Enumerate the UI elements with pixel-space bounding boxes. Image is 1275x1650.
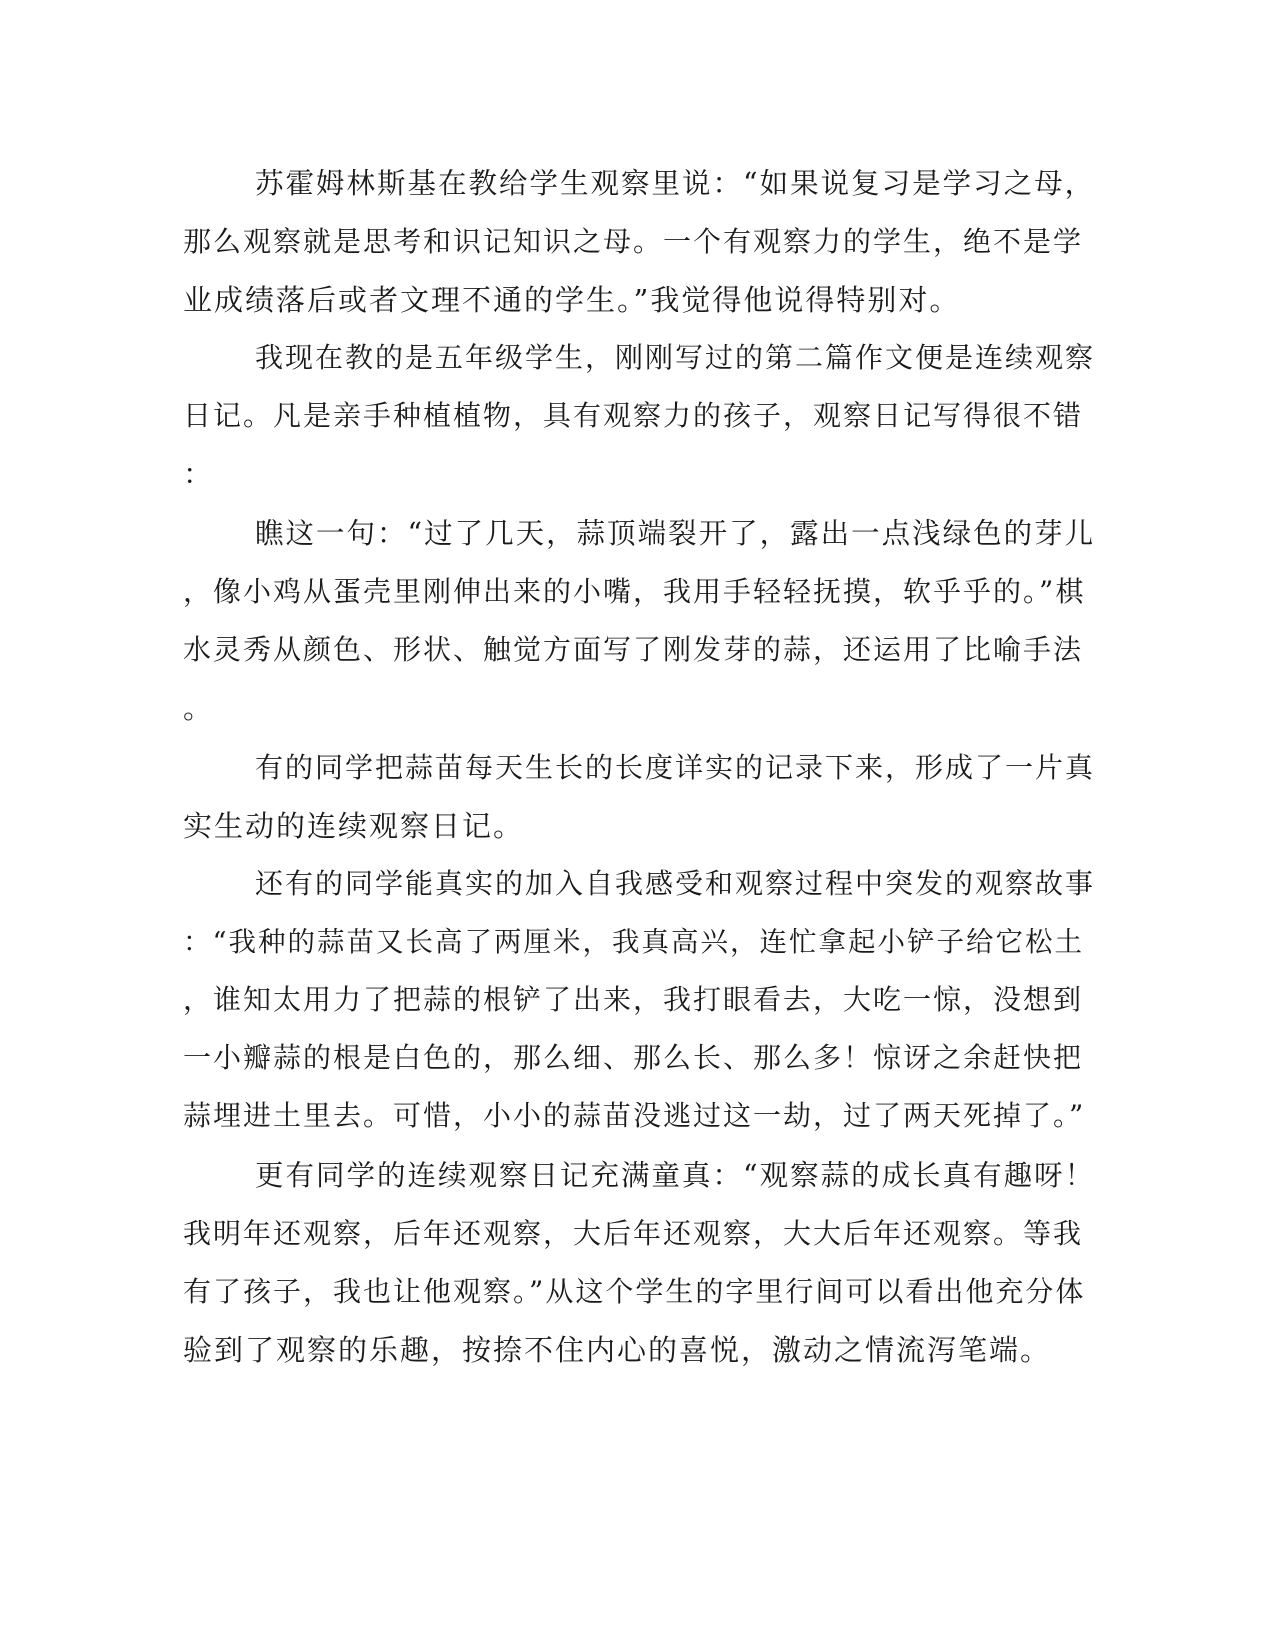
paragraph-3-line-3: 水灵秀从颜色、形状、触觉方面写了刚发芽的蒜，还运用了比喻手法 [183, 633, 1084, 666]
paragraph-1-line-1: 苏霍姆林斯基在教给学生观察里说：“如果说复习是学习之母， [255, 167, 1096, 200]
paragraph-2-line-3: ： [183, 457, 215, 491]
paragraph-5-line-1: 还有的同学能真实的加入自我感受和观察过程中突发的观察故事 [255, 867, 1096, 900]
paragraph-6-line-4: 验到了观察的乐趣，按捺不住内心的喜悦，激动之情流泻笔端。 [183, 1333, 1052, 1367]
paragraph-5-line-3: ，谁知太用力了把蒜的根铲了出来，我打眼看去，大吃一惊，没想到 [183, 983, 1084, 1016]
paragraph-3-line-4: 。 [183, 691, 215, 725]
paragraph-4-line-2: 实生动的连续观察日记。 [183, 809, 525, 843]
paragraph-5-line-5: 蒜埋进土里去。可惜，小小的蒜苗没逃过这一劫，过了两天死掉了。” [183, 1099, 1086, 1132]
paragraph-5-line-2: ：“我种的蒜苗又长高了两厘米，我真高兴，连忙拿起小铲子给它松土 [183, 926, 1085, 958]
paragraph-1-line-2: 那么观察就是思考和识记知识之母。一个有观察力的学生，绝不是学 [183, 225, 1084, 258]
paragraph-6-line-2: 我明年还观察，后年还观察，大后年还观察，大大后年还观察。等我 [183, 1217, 1084, 1250]
paragraph-4-line-1: 有的同学把蒜苗每天生长的长度详实的记录下来，形成了一片真 [255, 751, 1096, 784]
paragraph-2-line-1: 我现在教的是五年级学生，刚刚写过的第二篇作文便是连续观察 [255, 341, 1096, 374]
paragraph-2-line-2: 日记。凡是亲手种植植物，具有观察力的孩子，观察日记写得很不错 [183, 399, 1084, 432]
paragraph-1-line-3: 业成绩落后或者文理不通的学生。”我觉得他说得特别对。 [183, 283, 961, 317]
paragraph-3-line-1: 瞧这一句：“过了几天，蒜顶端裂开了，露出一点浅绿色的芽儿 [255, 517, 1096, 550]
paragraph-5-line-4: 一小瓣蒜的根是白色的，那么细、那么长、那么多！惊讶之余赶快把 [183, 1041, 1084, 1074]
paragraph-3-line-2: ，像小鸡从蛋壳里刚伸出来的小嘴，我用手轻轻抚摸，软乎乎的。”棋 [183, 575, 1086, 608]
paragraph-6-line-1: 更有同学的连续观察日记充满童真：“观察蒜的成长真有趣呀！ [255, 1159, 1096, 1192]
paragraph-6-line-3: 有了孩子，我也让他观察。”从这个学生的字里行间可以看出他充分体 [183, 1275, 1086, 1308]
